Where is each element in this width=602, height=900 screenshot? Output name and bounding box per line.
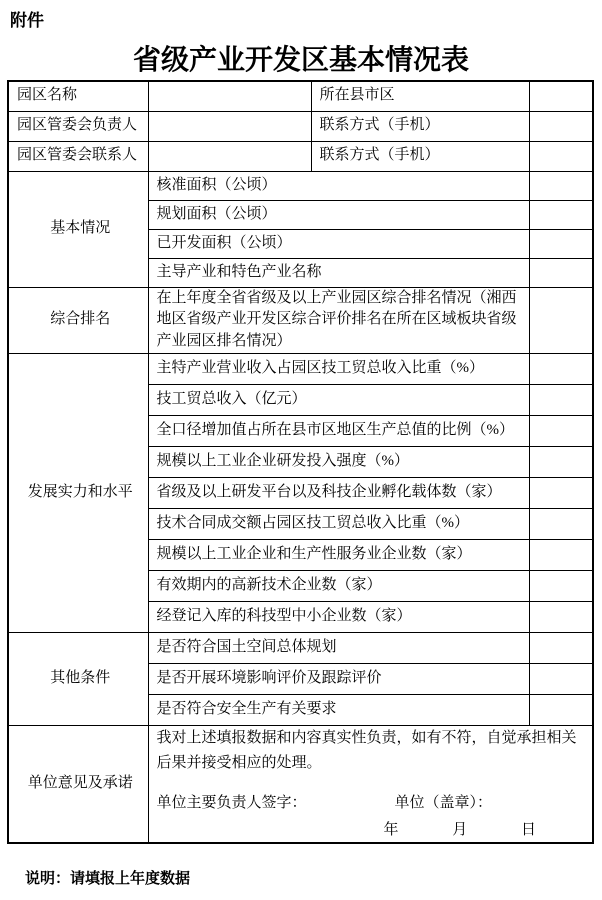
field-value-cell — [529, 258, 593, 287]
field-label: 规模以上工业企业和生产性服务业企业数（家） — [148, 539, 529, 570]
date-month-label: 月 — [452, 822, 468, 838]
commitment-statement: 我对上述填报数据和内容真实性负责，如有不符，自觉承担相关后果并接受相应的处理。 — [156, 730, 577, 772]
field-label: 是否符合国土空间总体规划 — [148, 632, 529, 663]
field-label: 规划面积（公顷） — [148, 200, 529, 229]
field-value-cell — [529, 171, 593, 200]
field-value-cell — [529, 632, 593, 663]
section-category-strength: 发展实力和水平 — [8, 353, 148, 632]
footer-note: 说明：请填报上年度数据 — [25, 871, 191, 887]
field-value-cell — [529, 200, 593, 229]
field-label: 技工贸总收入（亿元） — [148, 384, 529, 415]
table-row — [8, 287, 593, 353]
field-value-cell — [148, 81, 311, 111]
field-value-cell — [529, 477, 593, 508]
field-value-cell — [529, 229, 593, 258]
table-row — [8, 171, 593, 200]
field-value-cell — [529, 111, 593, 141]
field-value-cell — [529, 384, 593, 415]
table-row — [8, 111, 593, 141]
field-value-cell — [529, 446, 593, 477]
date-line — [157, 820, 589, 842]
signature-line — [157, 793, 589, 815]
section-category-ranking: 综合排名 — [8, 287, 148, 353]
field-label: 园区管委会联系人 — [8, 141, 148, 171]
field-value-cell — [529, 141, 593, 171]
table-row — [8, 725, 593, 843]
field-label: 联系方式（手机） — [311, 111, 529, 141]
field-value-cell — [529, 570, 593, 601]
table-row — [8, 81, 593, 111]
field-value-cell — [529, 539, 593, 570]
field-value-cell — [529, 353, 593, 384]
section-category-commitment: 单位意见及承诺 — [8, 725, 148, 843]
field-label: 省级及以上研发平台以及科技企业孵化载体数（家） — [148, 477, 529, 508]
attachment-label: 附件 — [10, 11, 44, 30]
field-label: 经登记入库的科技型中小企业数（家） — [148, 601, 529, 632]
seal-label: 单位（盖章）： — [394, 795, 493, 812]
field-value-cell — [529, 601, 593, 632]
field-value-cell — [529, 287, 593, 353]
field-value-cell — [529, 694, 593, 725]
info-form-table — [7, 80, 594, 844]
table-row — [8, 632, 593, 663]
field-label: 全口径增加值占所在县市区地区生产总值的比例（%） — [148, 415, 529, 446]
field-label: 所在县市区 — [311, 81, 529, 111]
field-label: 园区名称 — [8, 81, 148, 111]
sign-label: 单位主要负责人签字： — [156, 795, 307, 812]
field-label: 主导产业和特色产业名称 — [148, 258, 529, 287]
field-label: 技术合同成交额占园区技工贸总收入比重（%） — [148, 508, 529, 539]
date-day-label: 日 — [521, 822, 537, 838]
page-title: 省级产业开发区基本情况表 — [132, 45, 469, 76]
commitment-cell — [148, 725, 593, 843]
field-value-cell — [529, 508, 593, 539]
date-year-label: 年 — [383, 822, 399, 838]
field-label: 是否符合安全生产有关要求 — [148, 694, 529, 725]
field-label: 规模以上工业企业研发投入强度（%） — [148, 446, 529, 477]
field-label: 联系方式（手机） — [311, 141, 529, 171]
field-label: 主特产业营业收入占园区技工贸总收入比重（%） — [148, 353, 529, 384]
table-row — [8, 141, 593, 171]
field-label: 核准面积（公顷） — [148, 171, 529, 200]
field-value-cell — [529, 81, 593, 111]
field-label: 在上年度全省省级及以上产业园区综合排名情况（湘西地区省级产业开发区综合评价排名在所在区域板块省级产业园区排名情况） — [148, 287, 529, 353]
field-label: 园区管委会负责人 — [8, 111, 148, 141]
field-value-cell — [529, 415, 593, 446]
field-value-cell — [148, 141, 311, 171]
section-category-other: 其他条件 — [8, 632, 148, 725]
field-label: 已开发面积（公顷） — [148, 229, 529, 258]
table-row — [8, 353, 593, 384]
field-value-cell — [529, 663, 593, 694]
field-label: 是否开展环境影响评价及跟踪评价 — [148, 663, 529, 694]
section-category-basic: 基本情况 — [8, 171, 148, 287]
field-value-cell — [148, 111, 311, 141]
field-label: 有效期内的高新技术企业数（家） — [148, 570, 529, 601]
